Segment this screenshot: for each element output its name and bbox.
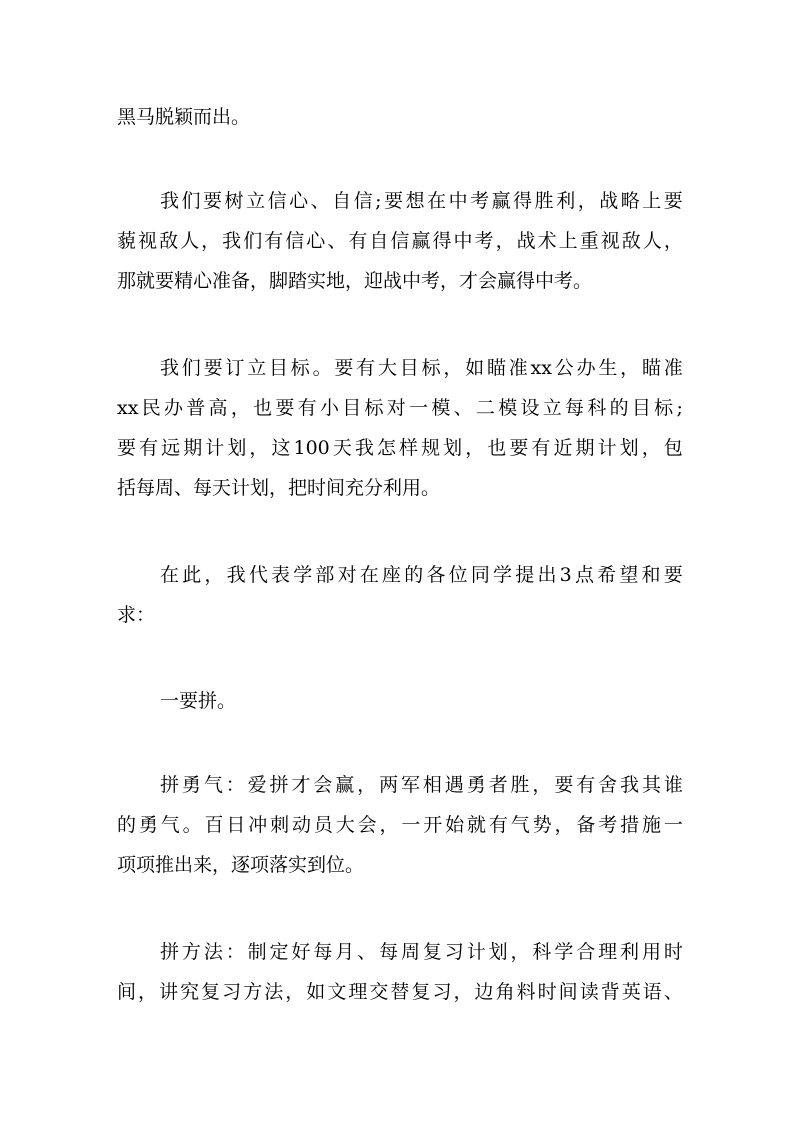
paragraph	[117, 97, 683, 137]
text-line: 要 有 远 期 计 划 ， 这 100 天 我 怎 样 规 划 ， 也 要 有 近 期 计 划 ， 包	[117, 437, 683, 459]
text-line: 我 们 要 树 立 信 心 、 自 信 ; 要 想 在 中 考 赢 得 胜 利 ， 战 略 上 要	[160, 190, 683, 212]
text-line: xx 民 办 普 高 ， 也 要 有 小 目 标 对 一 模 、 二 模 设 立 每 科 的 目 标 ;	[117, 397, 683, 419]
paragraph	[117, 555, 683, 635]
text-line: 项项推出来，逐项落实到位。	[117, 854, 365, 876]
text-line: 拼 勇 气 ： 爱 拼 才 会 赢 ， 两 军 相 遇 勇 者 胜 ， 要 有 舍 我 其 谁	[160, 774, 683, 796]
paragraph	[117, 765, 683, 885]
text-line: 求：	[117, 604, 156, 626]
paragraph	[117, 932, 683, 1012]
text-line: 间 ， 讲 究 复 习 方 法 ， 如 文 理 交 替 复 习 ， 边 角 料 时 间 读 背 英 语 、	[117, 981, 683, 1003]
text-line: 黑马脱颖而出。	[117, 106, 251, 128]
text-line: 拼 方 法 ： 制 定 好 每 月 、 每 周 复 习 计 划 ， 科 学 合 理 利 用 时	[160, 941, 683, 963]
paragraph	[117, 181, 683, 301]
text-line: 那就要精心准备，脚踏实地，迎战中考，才会赢得中考。	[117, 270, 593, 292]
paragraph	[117, 681, 683, 721]
text-line: 在 此 ， 我 代 表 学 部 对 在 座 的 各 位 同 学 提 出 3 点 希 望 和 要	[160, 564, 683, 586]
text-line: 的 勇 气 。 百 日 冲 刺 动 员 大 会 ， 一 开 始 就 有 气 势 ， 备 考 措 施 一	[117, 814, 683, 836]
text-line: 我 们 要 订 立 目 标 。 要 有 大 目 标 ， 如 瞄 准 xx 公 办 生 ， 瞄 准	[160, 357, 683, 379]
text-line: 藐 视 敌 人 ， 我 们 有 信 心 、 有 自 信 赢 得 中 考 ， 战 术 上 重 视 敌 人 ，	[117, 230, 683, 252]
paragraph	[117, 348, 683, 508]
text-line: 一要拼。	[160, 690, 237, 712]
text-line: 括每周、每天计划，把时间充分利用。	[117, 477, 441, 499]
